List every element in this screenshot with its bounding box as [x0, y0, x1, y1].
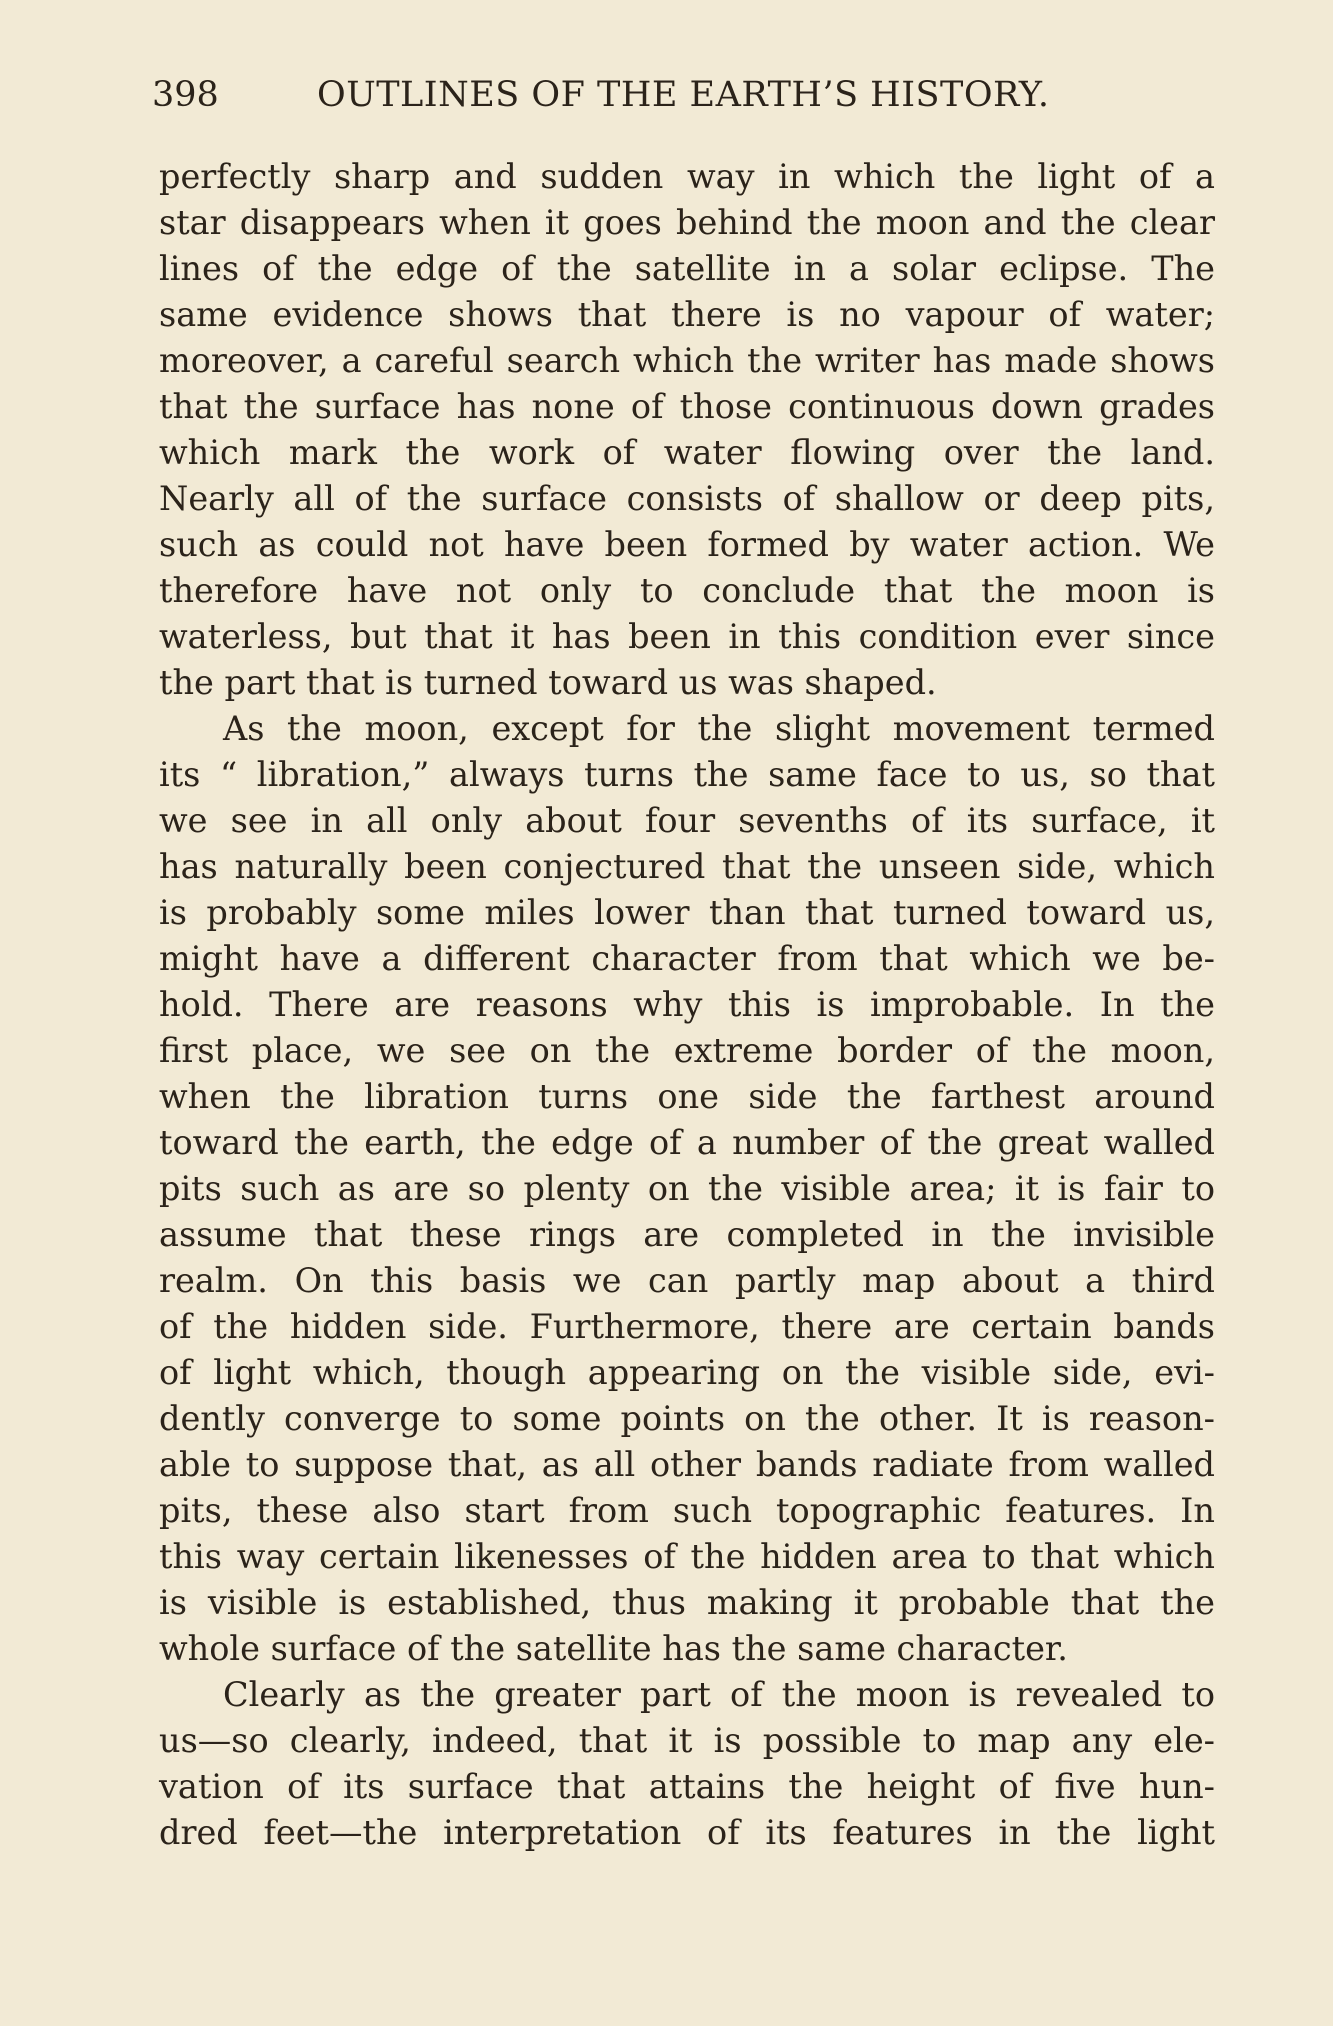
text-line: realm. On this basis we can partly map about a third [159, 1261, 1215, 1300]
text-line: that the surface has none of those continuous down grades [159, 387, 1215, 426]
running-title: OUTLINES OF THE EARTH’S HISTORY. [317, 75, 1050, 115]
text-line: we see in all only about four sevenths of its surface, it [159, 801, 1215, 840]
text-line: of light which, though appearing on the visible side, evi- [159, 1353, 1215, 1392]
text-line: when the libration turns one side the farthest around [159, 1077, 1215, 1116]
text-line: moreover, a careful search which the writer has made shows [159, 341, 1215, 380]
text-line: of the hidden side. Furthermore, there are certain bands [159, 1307, 1215, 1346]
text-line: might have a different character from that which we be- [159, 939, 1215, 978]
running-head [152, 72, 1212, 118]
text-line: perfectly sharp and sudden way in which the light of a [159, 157, 1215, 196]
text-line: is probably some miles lower than that turned toward us, [159, 893, 1215, 932]
text-line: waterless, but that it has been in this condition ever since [159, 617, 1215, 656]
text-line: Nearly all of the surface consists of shallow or deep pits, [159, 479, 1215, 518]
text-line: toward the earth, the edge of a number of the great walled [159, 1123, 1215, 1162]
text-line: dred feet—the interpretation of its features in the light [159, 1813, 1215, 1852]
text-line: lines of the edge of the satellite in a solar eclipse. The [159, 249, 1215, 288]
text-line: able to suppose that, as all other bands radiate from walled [159, 1445, 1215, 1484]
text-line: us—so clearly, indeed, that it is possible to map any ele- [159, 1721, 1215, 1760]
page-number: 398 [152, 75, 219, 115]
text-line: is visible is established, thus making it probable that the [159, 1583, 1215, 1622]
text-line: whole surface of the satellite has the same character. [159, 1629, 1068, 1668]
text-line: assume that these rings are completed in the invisible [159, 1215, 1215, 1254]
text-line: pits, these also start from such topographic features. In [159, 1491, 1215, 1530]
text-line: Clearly as the greater part of the moon is revealed to [223, 1675, 1215, 1714]
text-line: has naturally been conjectured that the unseen side, which [159, 847, 1215, 886]
text-line: same evidence shows that there is no vapour of water; [159, 295, 1215, 334]
text-line: pits such as are so plenty on the visible area; it is fair to [159, 1169, 1215, 1208]
text-line: As the moon, except for the slight movement termed [223, 709, 1215, 748]
text-line: its “ libration,” always turns the same face to us, so that [159, 755, 1215, 794]
text-line: such as could not have been formed by water action. We [159, 525, 1215, 564]
text-line: first place, we see on the extreme border of the moon, [159, 1031, 1215, 1070]
text-line: the part that is turned toward us was shaped. [159, 663, 937, 702]
text-line: star disappears when it goes behind the moon and the clear [159, 203, 1215, 242]
text-line: hold. There are reasons why this is improbable. In the [159, 985, 1215, 1024]
text-line: this way certain likenesses of the hidden area to that which [159, 1537, 1215, 1576]
text-line: which mark the work of water flowing over the land. [159, 433, 1215, 472]
text-line: therefore have not only to conclude that the moon is [159, 571, 1215, 610]
text-line: dently converge to some points on the other. It is reason- [159, 1399, 1215, 1438]
text-line: vation of its surface that attains the height of five hun- [159, 1767, 1215, 1806]
